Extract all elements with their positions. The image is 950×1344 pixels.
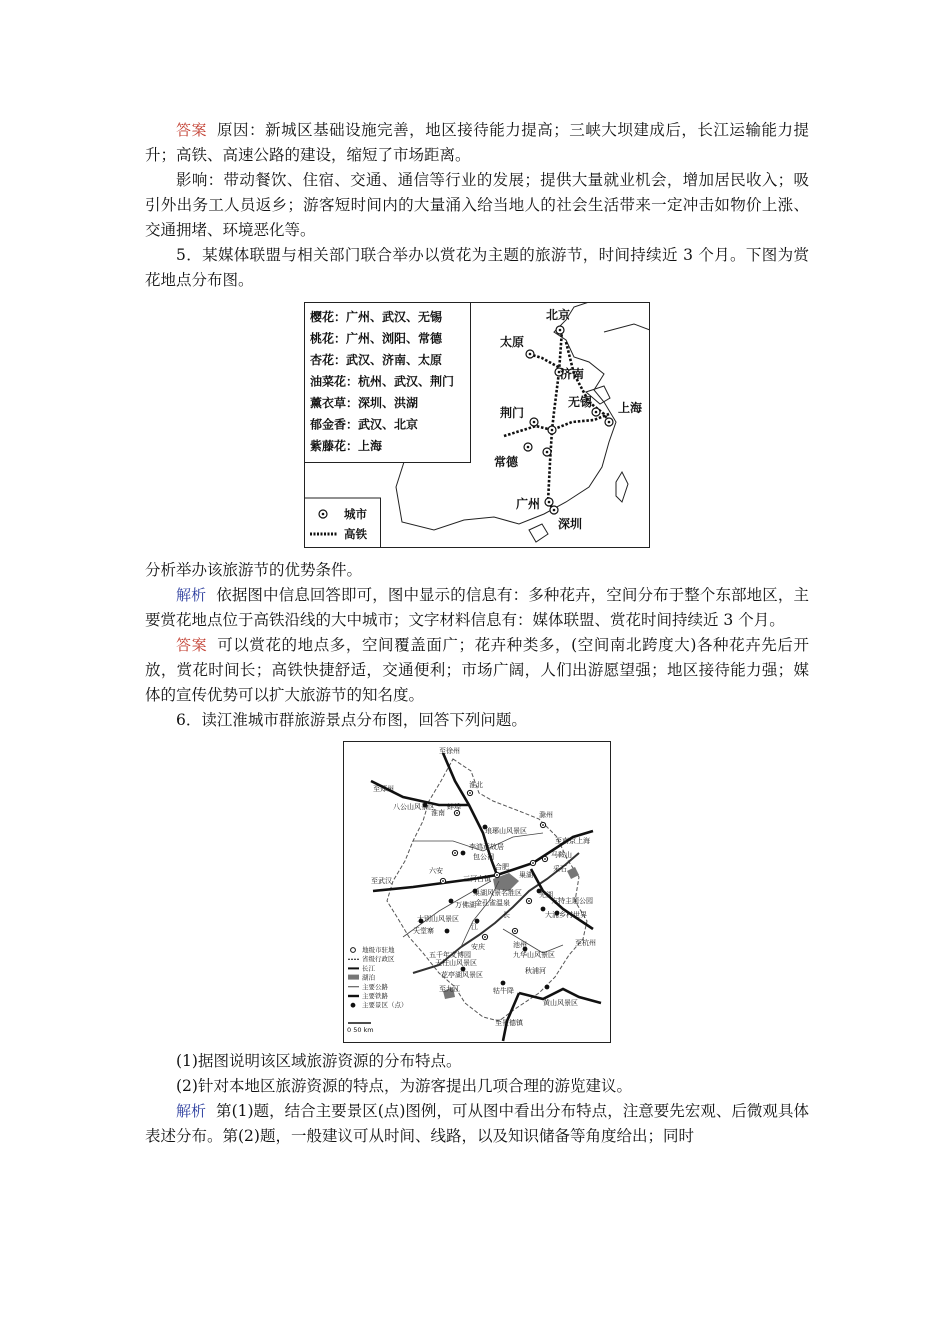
- q5-analysis-text: 依据图中信息回答即可，图中显示的信息有：多种花卉，空间分布于整个东部地区，主要赏花地点位于高铁沿线的大中城市；文字材料信息有：媒体联盟、赏花时间持续近 3 个月。: [145, 586, 809, 629]
- map2-label-to-zhengzhou: 至郑州: [373, 785, 394, 793]
- document-page: [145, 118, 809, 1149]
- city-marker-dot: [595, 411, 598, 414]
- map2-label-bagongshan: 八公山风景区: [393, 803, 435, 811]
- city-marker-dot: [559, 329, 562, 332]
- answer-tag: 答案: [176, 636, 208, 654]
- map2-label-wanfohu: 万佛湖: [455, 901, 476, 909]
- legend-label: 地级市驻地: [362, 946, 395, 954]
- map2-label-tianzhushan: 天柱山风景区: [435, 959, 477, 967]
- city-marker-dot: [548, 501, 551, 504]
- map2-label-to-nanjing-shanghai: 至南京上海: [555, 837, 590, 845]
- legend-label: 主要公路: [362, 982, 388, 991]
- map2-label-huainan: 淮南: [431, 809, 445, 817]
- city-marker-dot: [514, 930, 516, 932]
- q5-question: 分析举办该旅游节的优势条件。: [145, 561, 363, 579]
- q5-answer-paragraph: [145, 633, 809, 708]
- city-label-beijing: 北京: [546, 308, 571, 322]
- city-marker-dot: [456, 812, 458, 814]
- city-marker-dot: [529, 353, 532, 356]
- q4-answer-text: 原因：新城区基础设施完善，地区接待能力提高；三峡大坝建成后，长江运输能力提升；高铁、高速公路的建设，缩短了市场距离。: [145, 121, 809, 164]
- q4-impact-paragraph: 影响：带动餐饮、住宿、交通、通信等行业的发展；提供大量就业机会，增加居民收入；吸引外出务工人员返乡；游客短时间内的大量涌入给当地人的社会生活带来一定冲击如物价上涨、交通拥堵、环境恶化等。: [145, 171, 809, 239]
- map2-label-jinkong: 金孔雀温泉: [475, 899, 510, 907]
- q6-question-2: (2)针对本地区旅游资源的特点，为游客提出几项合理的游览建议。: [176, 1077, 632, 1095]
- city-marker-dot: [527, 446, 530, 449]
- map2-label-caishi: 采石: [553, 865, 567, 873]
- legend-label: 省级行政区: [362, 955, 395, 964]
- flower-legend-entry: 紫藤花：上海: [310, 439, 383, 453]
- city-label-changde: 常德: [494, 455, 519, 469]
- city-label-shanghai: 上海: [618, 401, 643, 415]
- map2-label-wuhu: 芜湖: [539, 891, 553, 899]
- city-marker-dot: [484, 936, 486, 938]
- map2-label-liuan: 六安: [429, 867, 443, 875]
- city-marker-dot: [553, 509, 556, 512]
- map2-label-chuzhou: 滁州: [539, 811, 553, 819]
- scenic-spot-marker: [461, 851, 466, 856]
- city-marker-dot: [454, 852, 456, 854]
- map2-label-to-xuzhou: 至徐州: [439, 747, 460, 755]
- map2-label-yangtze: 长: [503, 911, 510, 919]
- q6-stem: 6．读江淮城市群旅游景点分布图，回答下列问题。: [176, 711, 527, 729]
- map2-label-fangte: 方特主题公园: [551, 897, 593, 905]
- q6-analysis-paragraph: [145, 1099, 809, 1149]
- flower-map-figure: [304, 302, 650, 548]
- scenic-spot-marker: [545, 985, 550, 990]
- map2-label-anqing: 安庆: [471, 943, 485, 951]
- city-label-wuxi: 无锡: [568, 395, 593, 409]
- legend-symbol-scenic: [351, 1003, 356, 1008]
- legend-label: 长江: [362, 964, 375, 973]
- map2-label-chaohu-scenic: 巢湖风景名胜区: [473, 889, 522, 897]
- map2-label-jiuhuashan: 九华山风景区: [513, 951, 555, 959]
- map2-label-dapu: 大浦乡村世界: [545, 911, 587, 919]
- city-marker-dot: [546, 451, 549, 454]
- city-marker-dot: [496, 874, 498, 876]
- q5-answer-text: 可以赏花的地点多，空间覆盖面广；花卉种类多，(空间南北跨度大)各种花卉先后开放，赏花时间长；高铁快捷舒适，交通便利；市场广阔，人们出游愿望强；地区接待能力强；媒体的宣传优势可以扩大旅游节的知名度。: [145, 636, 809, 704]
- legend-label: 湖泊: [362, 973, 375, 982]
- city-legend-label: 城市: [344, 507, 367, 521]
- legend-symbol-city: [351, 948, 356, 953]
- map2-label-langyashan: 琅琊山风景区: [485, 827, 527, 835]
- flower-legend-entry: 郁金香：武汉、北京: [310, 417, 419, 432]
- map2-label-to-wuhan: 至武汉: [371, 877, 392, 885]
- analysis-tag: 解析: [176, 586, 207, 604]
- jianghuai-scenic-map-figure: [343, 741, 611, 1043]
- answer-tag: 答案: [176, 121, 208, 139]
- legend-label: 主要景区（点）: [362, 1001, 408, 1010]
- map2-label-huaibei: 淮北: [469, 781, 483, 789]
- flower-legend-entry: 樱花：广州、武汉、无锡: [310, 310, 443, 324]
- city-marker-dot: [544, 858, 546, 860]
- map2-label-jiang: 江: [471, 923, 478, 931]
- city-label-shenzhen: 深圳: [558, 517, 583, 531]
- map-legend-box: [305, 498, 381, 548]
- map2-label-qiupu: 秋浦河: [525, 967, 546, 975]
- city-marker-dot: [608, 421, 611, 424]
- city-marker-dot: [532, 862, 534, 864]
- scenic-spot-marker: [501, 981, 506, 986]
- map2-label-bengbu: 蚌埠: [447, 803, 461, 811]
- legend-label: 主要铁路: [362, 992, 388, 1000]
- flower-legend-entry: 薰衣草：深圳、洪湖: [310, 396, 419, 410]
- map2-label-to-hangzhou: 至杭州: [575, 939, 596, 947]
- rail-legend-label: 高铁: [344, 527, 367, 541]
- q4-answer-paragraph: [145, 118, 809, 168]
- scenic-spot-marker: [445, 929, 450, 934]
- city-legend-dot: [322, 513, 325, 516]
- map2-label-wuqian: 五千年文博园: [429, 951, 471, 959]
- city-label-guangzhou: 广州: [516, 497, 541, 511]
- city-marker-dot: [542, 824, 544, 826]
- map2-label-sanhe: 三河古镇: [463, 875, 491, 883]
- map2-label-to-jiujiang: 至九江: [439, 985, 460, 993]
- scale-label: 0 50 km: [347, 1026, 374, 1034]
- map2-label-dabieshan: 大别山风景区: [417, 915, 459, 923]
- flower-legend-entry: 桃花：广州、浏阳、常德: [310, 331, 443, 346]
- map2-label-baogong: 包公祠: [473, 853, 494, 861]
- legend-symbol-lake: [348, 975, 359, 980]
- flower-legend-entry: 杏花：武汉、济南、太原: [310, 353, 443, 367]
- city-label-taiyuan: 太原: [500, 335, 525, 349]
- map2-label-maanshan: 马鞍山: [551, 851, 572, 859]
- city-marker-dot: [442, 880, 444, 882]
- city-label-jingmen: 荆门: [500, 406, 525, 420]
- city-marker-dot: [528, 900, 530, 902]
- q5-analysis-paragraph: [145, 583, 809, 633]
- map2-label-guniujiang: 牯牛降: [493, 987, 514, 995]
- city-marker-dot: [469, 792, 471, 794]
- map2-label-to-jingdezhen: 至景德镇: [495, 1019, 523, 1027]
- map2-label-chizhou: 池州: [513, 941, 527, 949]
- q5-stem: 5．某媒体联盟与相关部门联合举办以赏花为主题的旅游节，时间持续近 3 个月。下图为赏花地点分布图。: [145, 246, 809, 289]
- city-marker-dot: [551, 429, 554, 432]
- scenic-spot-marker: [449, 899, 454, 904]
- map2-label-chaohu: 巢湖: [519, 871, 533, 879]
- map2-label-huangshan: 黄山风景区: [543, 999, 578, 1007]
- map2-label-huatinghu: 花亭湖风景区: [441, 971, 483, 979]
- flower-legend-entry: 油菜花：杭州、武汉、荆门: [310, 374, 455, 389]
- city-label-jinan: 济南: [560, 367, 585, 381]
- analysis-tag: 解析: [176, 1102, 207, 1120]
- q6-question-1: (1)据图说明该区域旅游资源的分布特点。: [176, 1052, 462, 1070]
- map2-label-hefei: 合肥: [495, 863, 509, 871]
- map2-label-tiantangzhai: 天堂寨: [413, 927, 434, 935]
- map2-label-lihongzhang: 李鸿章故居: [469, 843, 504, 851]
- city-marker-dot: [533, 421, 536, 424]
- q6-analysis-text: 第(1)题，结合主要景区(点)图例，可从图中看出分布特点，注意要先宏观、后微观具体表述分布。第(2)题，一般建议可从时间、线路，以及知识储备等角度给出；同时: [145, 1102, 809, 1145]
